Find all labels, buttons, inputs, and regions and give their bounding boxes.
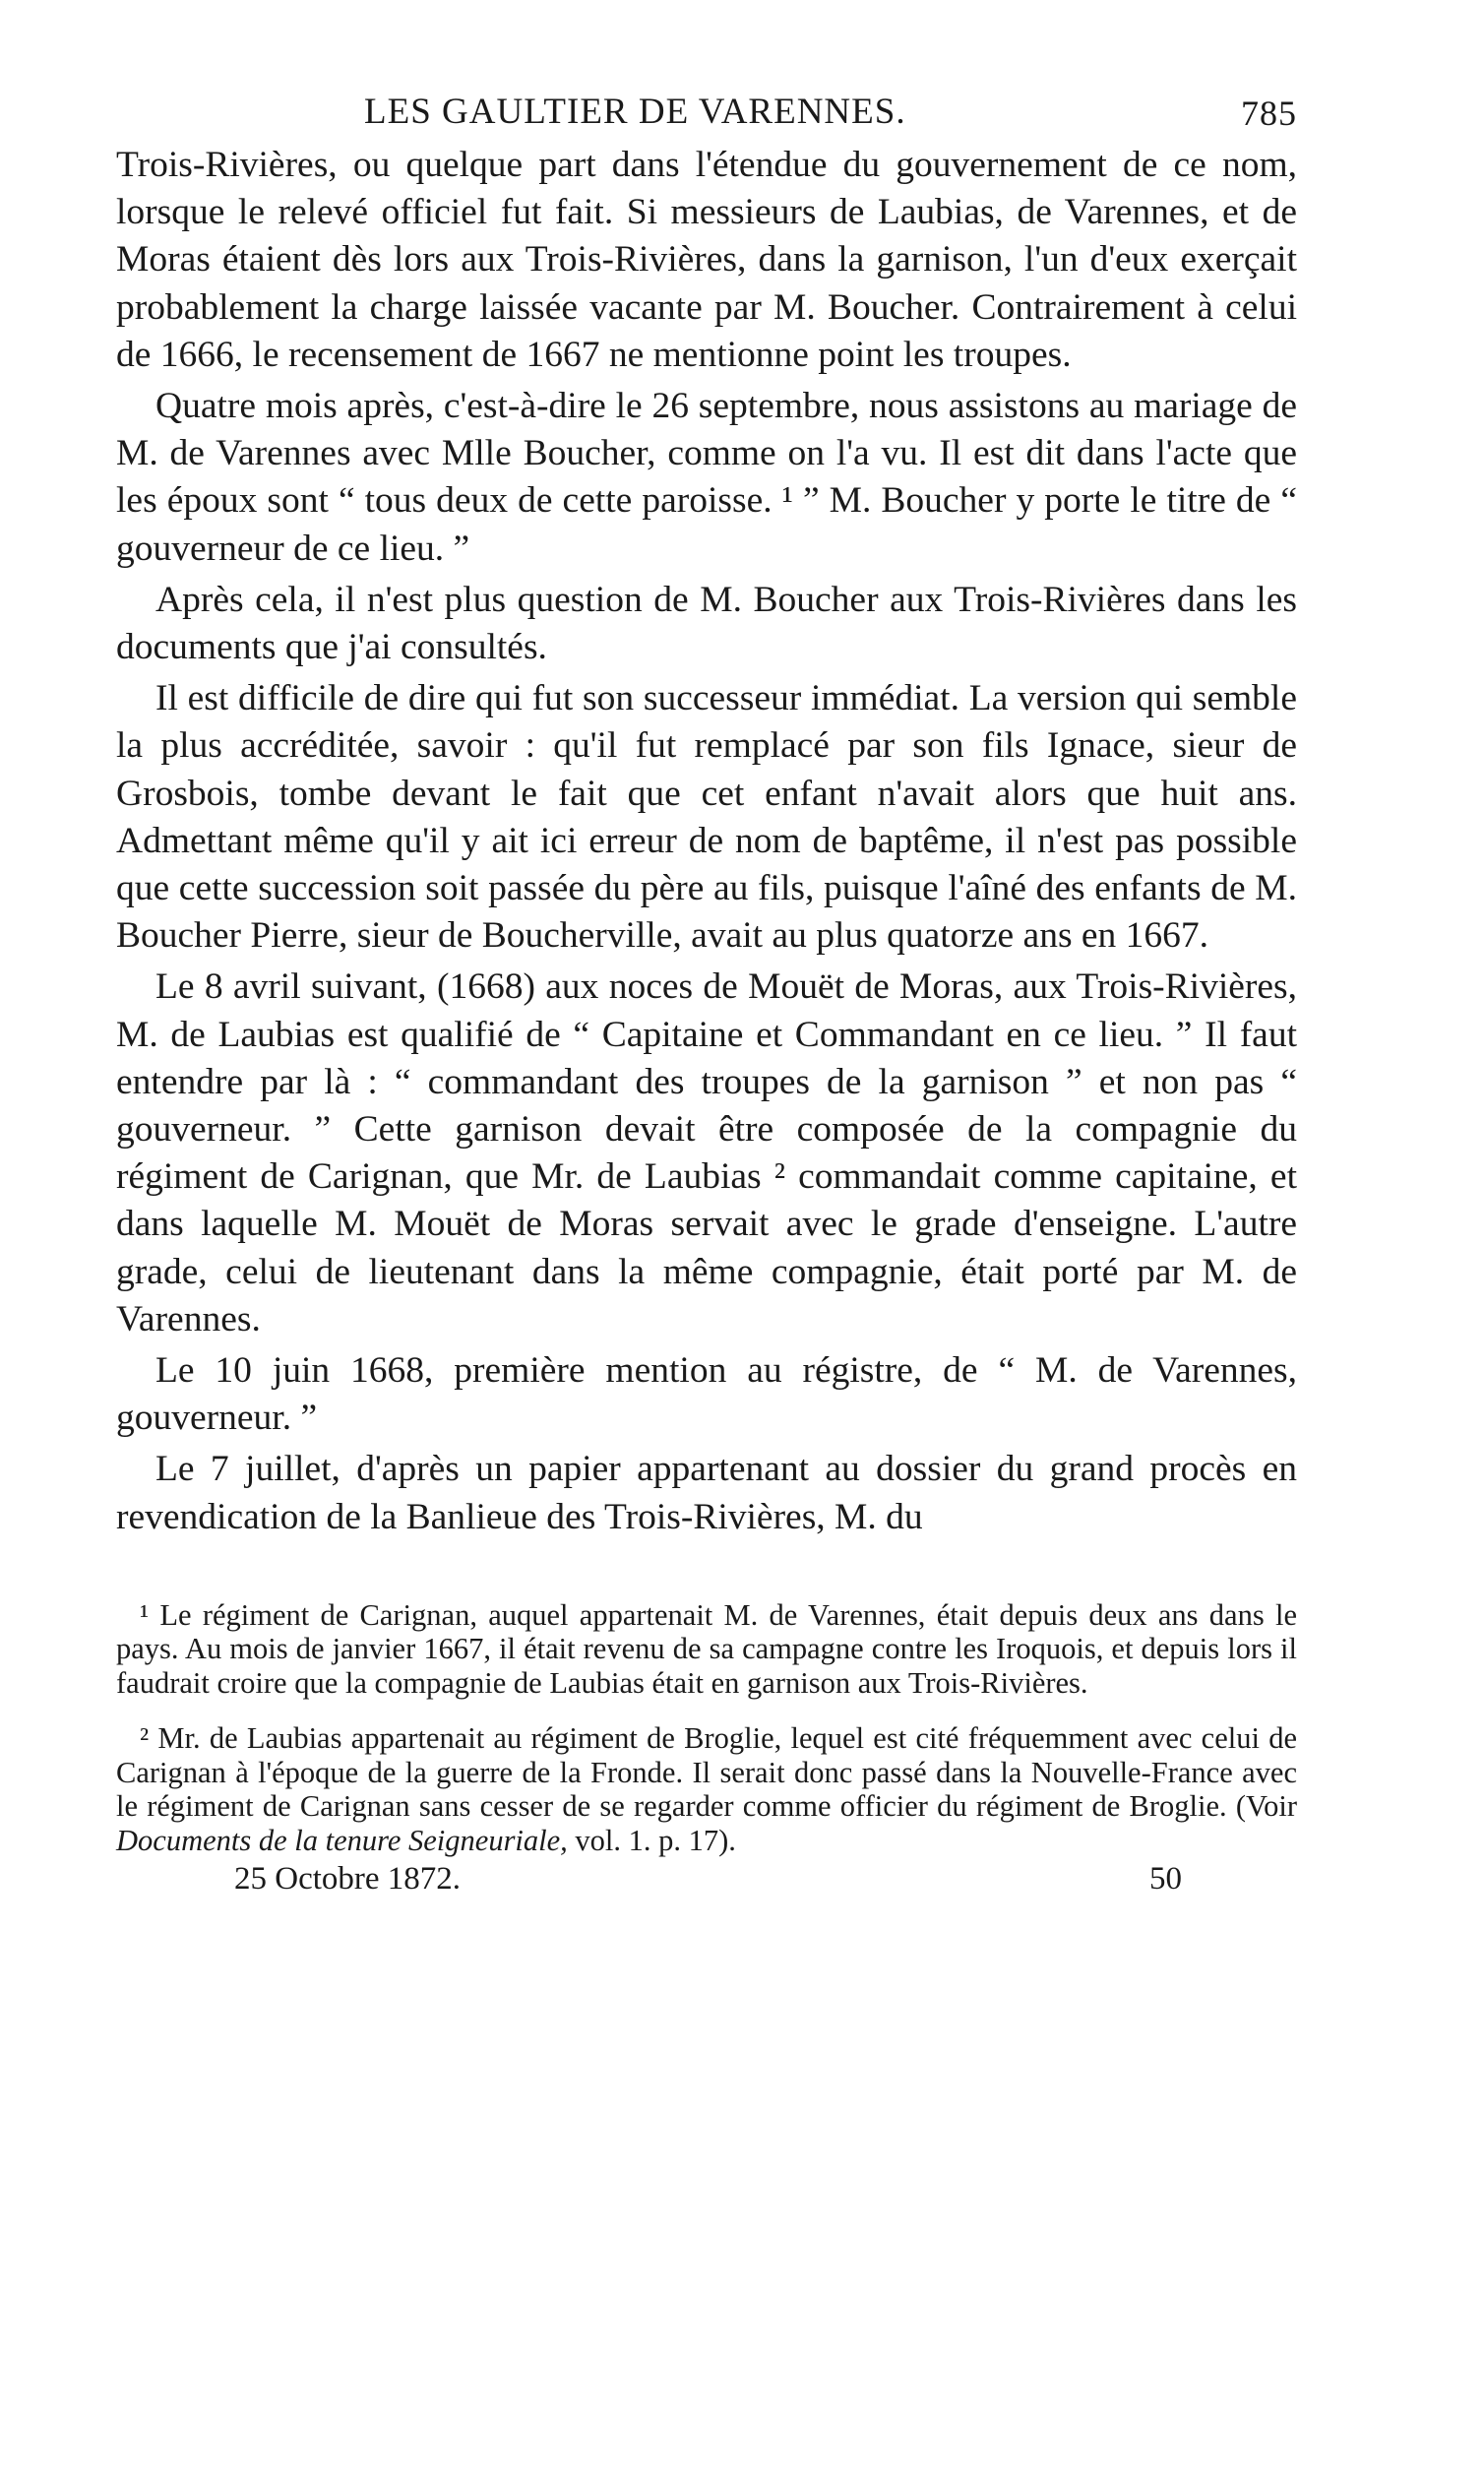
paragraph: Le 10 juin 1668, première mention au régistre, de “ M. de Varennes, gouverneur. ” [116, 1350, 1297, 1439]
footer-date: 25 Octobre 1872. [234, 1861, 462, 1898]
paragraph: Il est difficile de dire qui fut son successeur immédiat. La version qui semble la plus accréditée, savoir : qu'il fut remplacé par son fils Ignace, sieur de Grosbois, tombe devant le fait que cet enfant n'avait alors que huit ans. Admettant même qu'il y ait ici erreur de nom de baptême, il n'est pas possible que cette succession soit passée du père au fils, puisque l'aîné des enfants de M. Boucher Pierre, sieur de Boucherville, avait au plus quatorze ans en 1667. [116, 678, 1297, 957]
footnote-2-text: ² Mr. de Laubias appartenait au régiment de Broglie, lequel est cité fréquemment avec celui de Carignan à l'époque de la guerre de la Fronde. Il serait donc passé dans la Nouvelle-France avec le régiment de Carignan sans cesser de se regarder comme officier du régiment de Broglie. (Voir [116, 1721, 1297, 1824]
page [116, 91, 1297, 1900]
page-footer [116, 1861, 1297, 1900]
page-header [116, 91, 1297, 142]
footnote-2-ref: vol. 1. p. 17). [567, 1823, 736, 1857]
paragraph: Le 8 avril suivant, (1668) aux noces de Mouët de Moras, aux Trois-Rivières, M. de Laubias est qualifié de “ Capitaine et Commandant en ce lieu. ” Il faut entendre par là : “ commandant des troupes de la garnison ” et non pas “ gouverneur. ” Cette garnison devait être composée de la compagnie du régiment de Carignan, que Mr. de Laubias ² commandait comme capitaine, et dans laquelle M. Mouët de Moras servait avec le grade d'enseigne. L'autre grade, celui de lieutenant dans la même compagnie, était porté par M. de Varennes. [116, 966, 1297, 1339]
footnotes [116, 1598, 1297, 1858]
running-head: LES GAULTIER DE VARENNES. [364, 92, 906, 132]
footnote-2-title: Documents de la tenure Seigneuriale, [116, 1823, 568, 1857]
paragraph: Quatre mois après, c'est-à-dire le 26 septembre, nous assistons au mariage de M. de Varennes avec Mlle Boucher, comme on l'a vu. Il est dit dans l'acte que les époux sont “ tous deux de cette paroisse. ¹ ” M. Boucher y porte le titre de “ gouverneur de ce lieu. ” [116, 386, 1297, 569]
footnote-2 [116, 1721, 1297, 1857]
page-number: 785 [1241, 93, 1297, 133]
footnote-1: ¹ Le régiment de Carignan, auquel appartenait M. de Varennes, était depuis deux ans dans le pays. Au mois de janvier 1667, il était revenu de sa campagne contre les Iroquois, et depuis lors il faudrait croire que la compagnie de Laubias était en garnison aux Trois-Rivières. [116, 1597, 1297, 1700]
signature-mark: 50 [1149, 1861, 1182, 1898]
body-text [116, 142, 1297, 1541]
paragraph: Après cela, il n'est plus question de M. Boucher aux Trois-Rivières dans les documents que j'ai consultés. [116, 579, 1297, 668]
paragraph: Le 7 juillet, d'après un papier appartenant au dossier du grand procès en revendication de la Banlieue des Trois-Rivières, M. du [116, 1449, 1297, 1537]
paragraph: Trois-Rivières, ou quelque part dans l'étendue du gouvernement de ce nom, lorsque le relevé officiel fut fait. Si messieurs de Laubias, de Varennes, et de Moras étaient dès lors aux Trois-Rivières, dans la garnison, l'un d'eux exerçait probablement la charge laissée vacante par M. Boucher. Contrairement à celui de 1666, le recensement de 1667 ne mentionne point les troupes. [116, 145, 1297, 375]
